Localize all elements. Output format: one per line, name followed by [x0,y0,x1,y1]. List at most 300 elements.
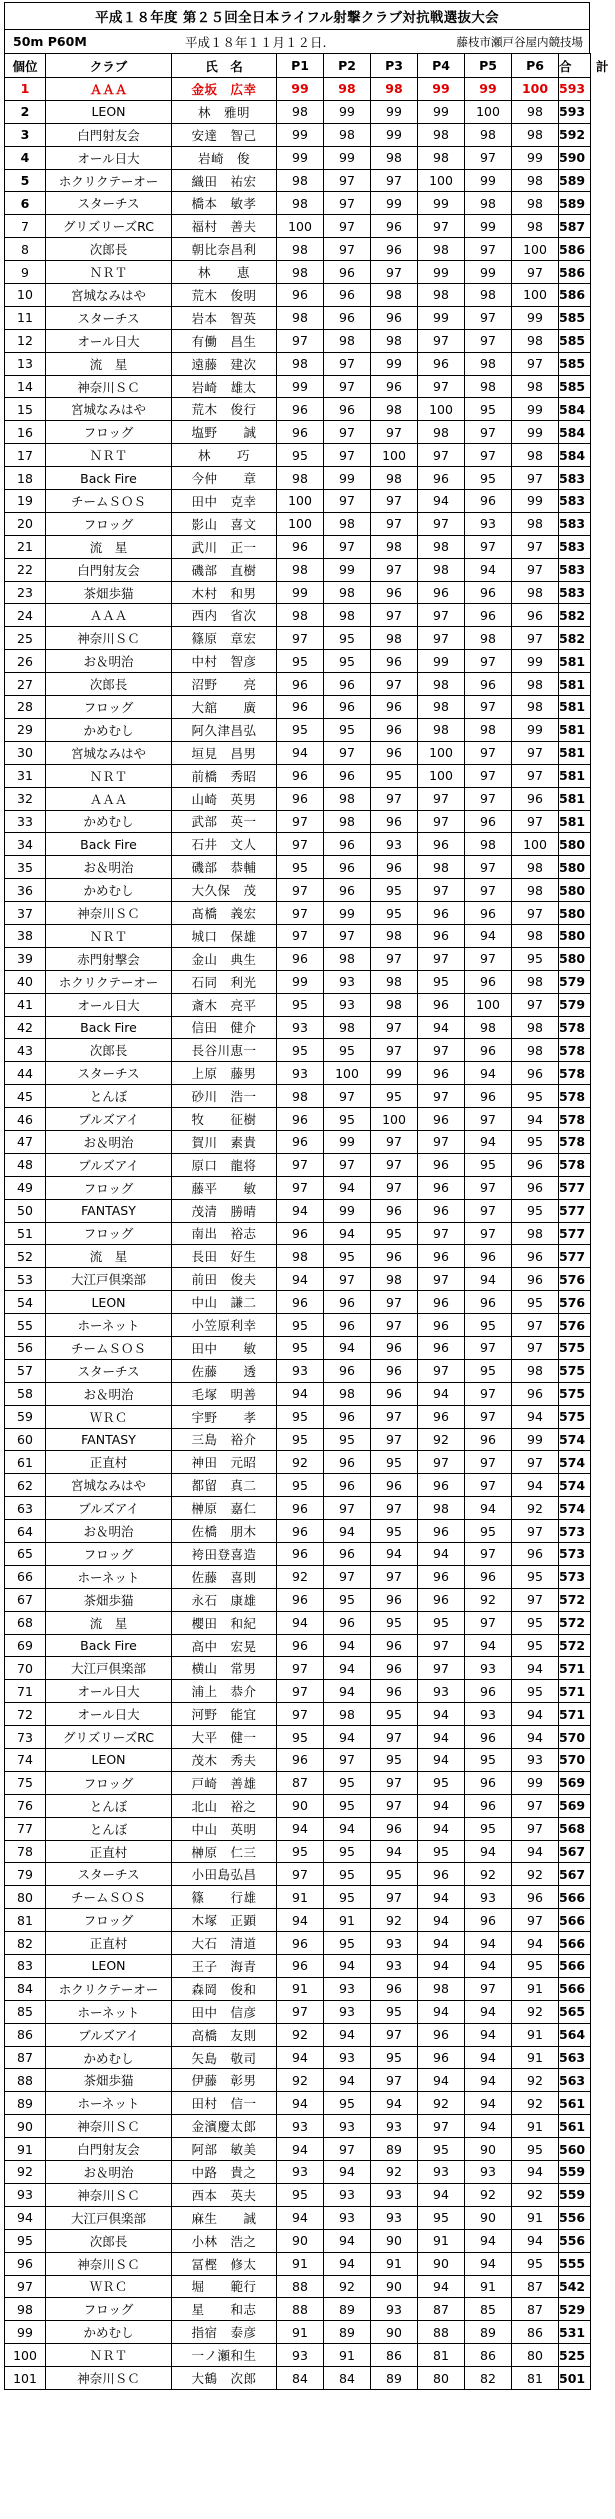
p6-cell: 95 [512,2138,559,2161]
name-cell: 阿部 敏美 [172,2138,277,2161]
rank-cell: 56 [5,1336,46,1359]
p1-cell: 96 [277,1291,324,1314]
total-cell: 578 [559,1153,591,1176]
p3-cell: 96 [371,1199,418,1222]
club-cell: ＮＲＴ [46,924,172,947]
p3-cell: 97 [371,1428,418,1451]
total-cell: 576 [559,1268,591,1291]
p5-cell: 97 [465,1451,512,1474]
p6-cell: 94 [512,1932,559,1955]
rank-cell: 19 [5,490,46,513]
total-cell: 593 [559,78,591,101]
club-cell: お＆明治 [46,1520,172,1543]
name-cell: 高中 宏晃 [172,1634,277,1657]
rank-cell: 68 [5,1611,46,1634]
table-row [5,2000,591,2023]
p2-cell: 95 [324,718,371,741]
name-cell: 有働 昌生 [172,329,277,352]
rank-cell: 79 [5,1863,46,1886]
rank-cell: 25 [5,627,46,650]
p5-cell: 98 [465,718,512,741]
club-cell: フロッグ [46,421,172,444]
name-cell: 佐橋 朋木 [172,1520,277,1543]
p1-cell: 92 [277,2069,324,2092]
table-row [5,1588,591,1611]
p3-cell: 96 [371,1474,418,1497]
rank-cell: 61 [5,1451,46,1474]
p3-cell: 98 [371,924,418,947]
p1-cell: 91 [277,2321,324,2344]
p5-cell: 98 [465,627,512,650]
name-cell: 南出 裕志 [172,1222,277,1245]
p3-cell: 95 [371,1749,418,1772]
p6-cell: 99 [512,398,559,421]
p3-cell: 99 [371,1062,418,1085]
p6-cell: 91 [512,2046,559,2069]
total-cell: 576 [559,1291,591,1314]
club-cell: ホクリクテーオー [46,970,172,993]
table-row [5,856,591,879]
p5-cell: 94 [465,2046,512,2069]
rank-cell: 7 [5,215,46,238]
name-cell: 藤平 敏 [172,1176,277,1199]
p6-cell: 93 [512,1749,559,1772]
table-row [5,2183,591,2206]
p1-cell: 98 [277,261,324,284]
name-cell: 中路 貴之 [172,2161,277,2184]
total-cell: 570 [559,1749,591,1772]
name-cell: 小田島弘昌 [172,1863,277,1886]
club-cell: ＮＲＴ [46,2344,172,2367]
p6-cell: 96 [512,1268,559,1291]
table-row [5,2161,591,2184]
table-row [5,1726,591,1749]
header-row [5,54,591,78]
table-row [5,1382,591,1405]
p5-cell: 94 [465,1130,512,1153]
p1-cell: 100 [277,215,324,238]
p2-cell: 95 [324,1886,371,1909]
p2-cell: 93 [324,2046,371,2069]
club-cell: フロッグ [46,512,172,535]
p5-cell: 93 [465,1886,512,1909]
name-cell: 阿久津昌弘 [172,718,277,741]
p5-cell: 99 [465,261,512,284]
p6-cell: 98 [512,924,559,947]
p5-cell: 96 [465,1771,512,1794]
p5-cell: 90 [465,2206,512,2229]
name-cell: 岩崎 俊 [172,146,277,169]
total-cell: 566 [559,1932,591,1955]
p2-cell: 97 [324,1268,371,1291]
club-cell: ブルズアイ [46,1497,172,1520]
p6-cell: 100 [512,78,559,101]
p1-cell: 96 [277,696,324,719]
club-cell: Back Fire [46,833,172,856]
p1-cell: 96 [277,947,324,970]
total-cell: 578 [559,1062,591,1085]
club-cell: グリズリーズRC [46,215,172,238]
p4-cell: 94 [418,1932,465,1955]
name-cell: 西本 英夫 [172,2183,277,2206]
p2-cell: 94 [324,1336,371,1359]
name-cell: 佐藤 透 [172,1359,277,1382]
p2-cell: 97 [324,1085,371,1108]
table-row [5,2115,591,2138]
table-row [5,833,591,856]
p5-cell: 96 [465,581,512,604]
p6-cell: 99 [512,650,559,673]
p4-cell: 96 [418,1291,465,1314]
p5-cell: 93 [465,1657,512,1680]
p1-cell: 93 [277,1062,324,1085]
p3-cell: 95 [371,1451,418,1474]
p4-cell: 98 [418,1977,465,2000]
total-cell: 585 [559,306,591,329]
total-cell: 584 [559,444,591,467]
rank-cell: 44 [5,1062,46,1085]
rank-cell: 53 [5,1268,46,1291]
event-venue: 藤枝市瀬戸谷屋内競技場 [456,34,583,49]
club-cell: フロッグ [46,1176,172,1199]
p3-cell: 96 [371,581,418,604]
p3-cell: 100 [371,1108,418,1131]
p6-cell: 97 [512,1451,559,1474]
table-row [5,1497,591,1520]
table-row [5,970,591,993]
name-cell: 櫻田 和紀 [172,1611,277,1634]
p5-cell: 97 [465,421,512,444]
p5-cell: 97 [465,535,512,558]
p2-cell: 96 [324,284,371,307]
club-cell: 神奈川ＳＣ [46,2115,172,2138]
p4-cell: 99 [418,78,465,101]
club-cell: ホーネット [46,1314,172,1337]
p4-cell: 96 [418,1199,465,1222]
table-row [5,1611,591,1634]
club-cell: チームＳＯＳ [46,1336,172,1359]
table-row [5,192,591,215]
club-cell: お＆明治 [46,2161,172,2184]
p3-cell: 93 [371,2115,418,2138]
p5-cell: 94 [465,1268,512,1291]
name-cell: 星 和志 [172,2298,277,2321]
p6-cell: 95 [512,1085,559,1108]
table-row [5,1749,591,1772]
p6-cell: 97 [512,535,559,558]
p5-cell: 97 [465,696,512,719]
p5-cell: 99 [465,169,512,192]
name-cell: 大石 清道 [172,1932,277,1955]
p3-cell: 93 [371,833,418,856]
club-cell: とんぼ [46,1794,172,1817]
rank-cell: 51 [5,1222,46,1245]
p2-cell: 95 [324,1428,371,1451]
name-cell: 戸崎 善雄 [172,1771,277,1794]
p3-cell: 96 [371,1657,418,1680]
p2-cell: 97 [324,375,371,398]
rank-cell: 100 [5,2344,46,2367]
p6-cell: 94 [512,1726,559,1749]
p6-cell: 98 [512,1222,559,1245]
name-cell: 砂川 浩一 [172,1085,277,1108]
p1-cell: 95 [277,1336,324,1359]
p5-cell: 97 [465,741,512,764]
club-cell: フロッグ [46,696,172,719]
p4-cell: 98 [418,123,465,146]
name-cell: 小林 浩之 [172,2229,277,2252]
name-cell: 山崎 英男 [172,787,277,810]
p4-cell: 94 [418,1794,465,1817]
total-cell: 573 [559,1543,591,1566]
p3-cell: 97 [371,1314,418,1337]
p1-cell: 90 [277,2229,324,2252]
total-cell: 585 [559,329,591,352]
p4-cell: 98 [418,1497,465,1520]
name-cell: 福村 善夫 [172,215,277,238]
p1-cell: 97 [277,1863,324,1886]
p1-cell: 96 [277,1588,324,1611]
p3-cell: 96 [371,1680,418,1703]
p6-cell: 97 [512,741,559,764]
p6-cell: 95 [512,1291,559,1314]
p6-cell: 97 [512,352,559,375]
rank-cell: 78 [5,1840,46,1863]
col-header-p1: P1 [277,54,324,78]
total-cell: 564 [559,2023,591,2046]
table-row [5,2298,591,2321]
p4-cell: 98 [418,856,465,879]
p1-cell: 93 [277,1359,324,1382]
name-cell: 林 恵 [172,261,277,284]
p4-cell: 97 [418,1657,465,1680]
name-cell: 岩崎 雄太 [172,375,277,398]
p5-cell: 95 [465,1359,512,1382]
rank-cell: 75 [5,1771,46,1794]
total-cell: 566 [559,1955,591,1978]
p4-cell: 96 [418,902,465,925]
p3-cell: 98 [371,467,418,490]
p5-cell: 94 [465,2000,512,2023]
p5-cell: 96 [465,1680,512,1703]
total-cell: 587 [559,215,591,238]
club-cell: ブルズアイ [46,2023,172,2046]
event-date: 平成１８年１１月１２日. [185,34,327,50]
club-cell: 神奈川ＳＣ [46,2252,172,2275]
p1-cell: 94 [277,1382,324,1405]
name-cell: 宇野 孝 [172,1405,277,1428]
p4-cell: 97 [418,512,465,535]
name-cell: 中山 英明 [172,1817,277,1840]
p3-cell: 90 [371,2275,418,2298]
col-header-p2: P2 [324,54,371,78]
p3-cell: 100 [371,444,418,467]
rank-cell: 54 [5,1291,46,1314]
p4-cell: 97 [418,1359,465,1382]
p1-cell: 99 [277,581,324,604]
table-row [5,1520,591,1543]
club-cell: とんぼ [46,1085,172,1108]
p3-cell: 97 [371,1039,418,1062]
table-row [5,1909,591,1932]
name-cell: 王子 海青 [172,1955,277,1978]
p6-cell: 91 [512,1977,559,2000]
col-header-p6: P6 [512,54,559,78]
p5-cell: 97 [465,238,512,261]
p4-cell: 81 [418,2344,465,2367]
rank-cell: 95 [5,2229,46,2252]
p5-cell: 94 [465,1062,512,1085]
p6-cell: 98 [512,970,559,993]
table-row [5,2252,591,2275]
total-cell: 578 [559,1039,591,1062]
p5-cell: 89 [465,2321,512,2344]
p1-cell: 87 [277,1771,324,1794]
p1-cell: 96 [277,1130,324,1153]
p6-cell: 94 [512,2229,559,2252]
name-cell: 大平 健一 [172,1726,277,1749]
p2-cell: 97 [324,444,371,467]
p1-cell: 91 [277,1886,324,1909]
name-cell: 岩本 智英 [172,306,277,329]
p2-cell: 98 [324,512,371,535]
p6-cell: 98 [512,215,559,238]
club-cell: チームＳＯＳ [46,490,172,513]
table-row [5,398,591,421]
name-cell: 遠藤 建次 [172,352,277,375]
club-cell: フロッグ [46,2298,172,2321]
p5-cell: 93 [465,2161,512,2184]
table-row [5,2138,591,2161]
table-row [5,467,591,490]
p3-cell: 97 [371,1726,418,1749]
p1-cell: 96 [277,535,324,558]
rank-cell: 47 [5,1130,46,1153]
total-cell: 581 [559,764,591,787]
total-cell: 581 [559,696,591,719]
p1-cell: 99 [277,375,324,398]
p1-cell: 95 [277,1428,324,1451]
rank-cell: 28 [5,696,46,719]
p2-cell: 94 [324,1726,371,1749]
club-cell: かめむし [46,879,172,902]
p4-cell: 94 [418,2275,465,2298]
table-row [5,1771,591,1794]
p6-cell: 97 [512,810,559,833]
rank-cell: 84 [5,1977,46,2000]
p1-cell: 93 [277,2344,324,2367]
p2-cell: 97 [324,1497,371,1520]
name-cell: 磯部 恭輔 [172,856,277,879]
p4-cell: 92 [418,1428,465,1451]
club-cell: ホクリクテーオー [46,169,172,192]
p5-cell: 96 [465,1794,512,1817]
p5-cell: 95 [465,398,512,421]
p4-cell: 94 [418,1955,465,1978]
table-row [5,1565,591,1588]
rank-cell: 92 [5,2161,46,2184]
rank-cell: 18 [5,467,46,490]
p4-cell: 96 [418,1314,465,1337]
event-label: 50m P60M [13,34,87,49]
club-cell: スターチス [46,1863,172,1886]
p1-cell: 96 [277,421,324,444]
total-cell: 571 [559,1703,591,1726]
p1-cell: 97 [277,924,324,947]
club-cell: お＆明治 [46,650,172,673]
p1-cell: 100 [277,512,324,535]
club-cell: ホーネット [46,2092,172,2115]
p3-cell: 97 [371,1886,418,1909]
club-cell: スターチス [46,192,172,215]
p1-cell: 99 [277,146,324,169]
table-row [5,146,591,169]
name-cell: 田中 敏 [172,1336,277,1359]
p2-cell: 95 [324,1771,371,1794]
p5-cell: 97 [465,1382,512,1405]
p1-cell: 98 [277,1245,324,1268]
name-cell: 都留 真二 [172,1474,277,1497]
p1-cell: 99 [277,78,324,101]
p3-cell: 98 [371,78,418,101]
p5-cell: 94 [465,1840,512,1863]
p4-cell: 95 [418,1840,465,1863]
total-cell: 529 [559,2298,591,2321]
p2-cell: 93 [324,1977,371,2000]
name-cell: 小笠原利幸 [172,1314,277,1337]
p4-cell: 97 [418,604,465,627]
p5-cell: 96 [465,673,512,696]
name-cell: 榊原 嘉仁 [172,1497,277,1520]
total-cell: 575 [559,1405,591,1428]
p6-cell: 96 [512,1176,559,1199]
p5-cell: 95 [465,1153,512,1176]
club-cell: 神奈川ＳＣ [46,2367,172,2390]
p3-cell: 96 [371,375,418,398]
p4-cell: 96 [418,1336,465,1359]
rank-cell: 64 [5,1520,46,1543]
p3-cell: 98 [371,627,418,650]
p5-cell: 90 [465,2138,512,2161]
p3-cell: 95 [371,2000,418,2023]
rank-cell: 65 [5,1543,46,1566]
p5-cell: 93 [465,1703,512,1726]
table-row [5,627,591,650]
table-row [5,1359,591,1382]
p2-cell: 96 [324,1405,371,1428]
p6-cell: 94 [512,2161,559,2184]
club-cell: 赤門射撃会 [46,947,172,970]
total-cell: 583 [559,581,591,604]
club-cell: オール日大 [46,329,172,352]
p2-cell: 98 [324,329,371,352]
p1-cell: 94 [277,741,324,764]
total-cell: 584 [559,421,591,444]
p1-cell: 88 [277,2298,324,2321]
p4-cell: 99 [418,192,465,215]
total-cell: 571 [559,1680,591,1703]
p4-cell: 96 [418,1108,465,1131]
table-row [5,1474,591,1497]
p3-cell: 97 [371,2069,418,2092]
total-cell: 581 [559,650,591,673]
p5-cell: 92 [465,1588,512,1611]
p2-cell: 96 [324,1451,371,1474]
p2-cell: 100 [324,1062,371,1085]
p3-cell: 98 [371,535,418,558]
p5-cell: 98 [465,284,512,307]
p2-cell: 97 [324,215,371,238]
